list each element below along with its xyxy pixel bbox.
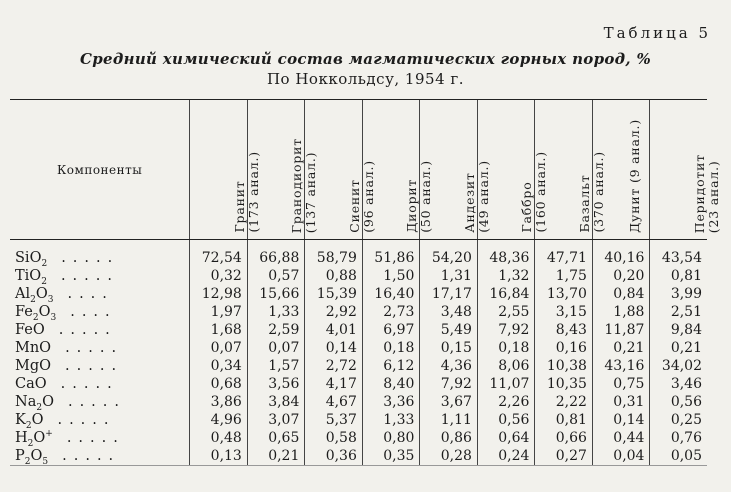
leader-dots: ..... [66, 430, 125, 446]
table-cell: 0,56 [477, 411, 535, 429]
table-row [10, 267, 707, 285]
table-row [10, 429, 707, 447]
table-cell: 16,40 [362, 285, 420, 303]
table-cell: 2,55 [477, 303, 535, 321]
table-cell: 51,86 [362, 240, 420, 268]
table-cell: 0,20 [592, 267, 650, 285]
table-cell: 0,44 [592, 429, 650, 447]
leader-dots: ..... [65, 340, 124, 356]
table-cell: 8,43 [535, 321, 593, 339]
component-name [10, 303, 190, 321]
table-cell: 1,33 [362, 411, 420, 429]
formula-part: FeO [15, 322, 45, 338]
table-cell: 5,37 [305, 411, 363, 429]
table-cell: 0,81 [535, 411, 593, 429]
header-row [10, 100, 707, 240]
formula-part: TiO [15, 268, 42, 284]
table-cell: 9,84 [650, 321, 707, 339]
formula-superscript: + [45, 429, 53, 440]
formula-part: O [35, 286, 48, 302]
table-cell: 4,17 [305, 375, 363, 393]
table-cell: 0,05 [650, 447, 707, 466]
leader-dots: ..... [60, 268, 119, 284]
column-name: Дунит (9 анал.) [627, 119, 643, 233]
formula-part: MnO [15, 340, 52, 356]
component-name [10, 285, 190, 303]
table-cell: 13,70 [535, 285, 593, 303]
table-cell: 11,07 [477, 375, 535, 393]
table-cell: 11,87 [592, 321, 650, 339]
table-cell: 0,07 [247, 339, 305, 357]
column-header [305, 100, 376, 240]
column-name: Перидотит [691, 153, 707, 233]
table-cell: 12,98 [190, 285, 248, 303]
formula-subscript: 3 [47, 294, 54, 305]
leader-dots: ..... [57, 412, 116, 428]
column-header [190, 100, 261, 240]
table-cell: 66,88 [247, 240, 305, 268]
table-cell: 0,25 [650, 411, 707, 429]
table-title: Средний химический состав магматических горных пород, % [79, 50, 652, 68]
table-cell: 7,92 [477, 321, 535, 339]
table-cell: 4,96 [190, 411, 248, 429]
table-cell: 43,16 [592, 357, 650, 375]
table-cell: 4,01 [305, 321, 363, 339]
column-name: Сиенит [346, 179, 362, 233]
table-cell: 3,48 [420, 303, 478, 321]
table-cell: 0,36 [305, 447, 363, 466]
table-cell: 6,97 [362, 321, 420, 339]
table-cell: 0,68 [190, 375, 248, 393]
formula-subscript: 2 [41, 258, 48, 269]
components-header: Компоненты [10, 100, 190, 240]
table-cell: 40,16 [592, 240, 650, 268]
formula-part: Na [15, 394, 37, 410]
column-header [247, 100, 319, 240]
formula-part: O [42, 394, 54, 410]
table-cell: 54,20 [420, 240, 478, 268]
table-cell: 43,54 [650, 240, 707, 268]
column-name: Гранодиорит [289, 137, 305, 233]
table-cell: 0,04 [592, 447, 650, 466]
column-name: Гранит [231, 180, 247, 233]
formula-subscript: 2 [41, 276, 47, 287]
formula-part: Fe [15, 304, 33, 320]
component-name [10, 321, 190, 339]
table-cell: 0,66 [535, 429, 593, 447]
table-body [10, 240, 707, 466]
column-name: Габбро [519, 181, 535, 233]
formula-part: O [31, 412, 44, 428]
formula-part: O [38, 304, 51, 320]
table-cell: 0,18 [477, 339, 535, 357]
formula-part: H [15, 430, 28, 446]
table-cell: 1,57 [247, 357, 305, 375]
component-name [10, 411, 190, 429]
component-name [10, 267, 190, 285]
table-cell: 0,24 [477, 447, 535, 466]
formula-subscript: 3 [50, 312, 57, 323]
table-cell: 3,07 [247, 411, 305, 429]
table-cell: 0,35 [362, 447, 420, 466]
table-cell: 0,34 [190, 357, 248, 375]
formula-part: CaO [15, 376, 47, 392]
component-name [10, 447, 190, 466]
table-cell: 48,36 [477, 240, 535, 268]
column-header [592, 100, 650, 240]
table-cell: 7,92 [420, 375, 478, 393]
table-cell: 4,36 [420, 357, 478, 375]
column-header [420, 100, 491, 240]
formula-part: MgO [15, 358, 52, 374]
table-cell: 6,12 [362, 357, 420, 375]
table-cell: 58,79 [305, 240, 363, 268]
table-cell: 0,81 [650, 267, 707, 285]
table-cell: 3,67 [420, 393, 478, 411]
leader-dots: .... [67, 286, 114, 302]
table-cell: 0,48 [190, 429, 248, 447]
column-analyses: (23 анал.) [705, 160, 721, 233]
table-subtitle: По Ноккольдсу, 1954 г. [266, 70, 465, 88]
formula-subscript: 2 [30, 294, 36, 305]
formula-subscript: 2 [32, 312, 39, 323]
formula-subscript: 5 [42, 456, 49, 467]
table-cell: 0,31 [592, 393, 650, 411]
table-cell: 2,26 [477, 393, 535, 411]
formula-part: Al [15, 286, 31, 302]
table-cell: 2,73 [362, 303, 420, 321]
table-cell: 3,86 [190, 393, 248, 411]
table-cell: 2,51 [650, 303, 707, 321]
column-name: Андезит [461, 172, 477, 233]
table-cell: 16,84 [477, 285, 535, 303]
table-cell: 10,35 [535, 375, 593, 393]
column-header [535, 100, 606, 240]
leader-dots: ..... [58, 322, 117, 338]
leader-dots: ..... [62, 448, 121, 464]
component-name [10, 429, 190, 447]
column-header [477, 100, 549, 240]
table-cell: 1,33 [247, 303, 305, 321]
formula-part: O [30, 448, 43, 464]
table-cell: 0,27 [535, 447, 593, 466]
table-cell: 0,57 [247, 267, 305, 285]
column-analyses: (370 анал.) [590, 151, 606, 233]
leader-dots: .... [70, 304, 117, 320]
table-cell: 0,32 [190, 267, 248, 285]
table-cell: 2,59 [247, 321, 305, 339]
table-cell: 1,68 [190, 321, 248, 339]
table-cell: 15,39 [305, 285, 363, 303]
component-name [10, 375, 190, 393]
table-cell: 0,58 [305, 429, 363, 447]
composition-table [10, 99, 721, 467]
table-row [10, 240, 707, 268]
table-cell: 0,64 [477, 429, 535, 447]
table-cell: 47,71 [535, 240, 593, 268]
table-cell: 0,76 [650, 429, 707, 447]
table-row [10, 303, 707, 321]
table-cell: 1,32 [477, 267, 535, 285]
component-name [10, 357, 190, 375]
table-cell: 0,86 [420, 429, 478, 447]
table-row [10, 411, 707, 429]
table-cell: 0,21 [247, 447, 305, 466]
column-header [362, 100, 434, 240]
formula-part: SiO [15, 250, 42, 266]
table-cell: 1,50 [362, 267, 420, 285]
column-analyses: (160 анал.) [533, 151, 549, 233]
table-cell: 0,15 [420, 339, 478, 357]
table-cell: 72,54 [190, 240, 248, 268]
table-cell: 0,16 [535, 339, 593, 357]
table-cell: 0,80 [362, 429, 420, 447]
formula-part: P [15, 448, 25, 464]
table-cell: 0,88 [305, 267, 363, 285]
leader-dots: ..... [61, 250, 120, 266]
column-name: Диорит [404, 178, 420, 233]
table-cell: 0,75 [592, 375, 650, 393]
column-header [650, 100, 721, 240]
table-row [10, 285, 707, 303]
table-cell: 0,56 [650, 393, 707, 411]
component-name [10, 393, 190, 411]
table-cell: 1,88 [592, 303, 650, 321]
component-name [10, 339, 190, 357]
table-cell: 17,17 [420, 285, 478, 303]
table-cell: 0,07 [190, 339, 248, 357]
table-cell: 8,06 [477, 357, 535, 375]
table-cell: 4,67 [305, 393, 363, 411]
table-cell: 0,84 [592, 285, 650, 303]
table-cell: 2,92 [305, 303, 363, 321]
table-cell: 3,36 [362, 393, 420, 411]
table-cell: 10,38 [535, 357, 593, 375]
formula-subscript: 2 [24, 456, 31, 467]
table-cell: 0,65 [247, 429, 305, 447]
table-cell: 0,28 [420, 447, 478, 466]
table-cell: 34,02 [650, 357, 707, 375]
column-analyses: (96 анал.) [360, 160, 376, 233]
table-row [10, 375, 707, 393]
table-cell: 0,21 [650, 339, 707, 357]
formula-subscript: 2 [36, 402, 43, 413]
formula-subscript: 2 [25, 420, 32, 431]
table-row [10, 393, 707, 411]
table-cell: 0,21 [592, 339, 650, 357]
table-row [10, 447, 707, 466]
column-analyses: (49 анал.) [475, 160, 491, 233]
table-row [10, 339, 707, 357]
table-cell: 1,97 [190, 303, 248, 321]
table-cell: 8,40 [362, 375, 420, 393]
formula-part: K [15, 412, 26, 428]
table-cell: 1,31 [420, 267, 478, 285]
table-cell: 1,75 [535, 267, 593, 285]
leader-dots: ..... [65, 358, 124, 374]
column-analyses: (173 анал.) [245, 151, 261, 233]
leader-dots: ..... [67, 394, 127, 410]
leader-dots: ..... [60, 376, 119, 392]
component-name [10, 240, 190, 268]
column-name: Базальт [576, 174, 592, 233]
table-cell: 0,18 [362, 339, 420, 357]
table-row [10, 321, 707, 339]
table-cell: 5,49 [420, 321, 478, 339]
column-analyses: (50 анал.) [418, 160, 434, 233]
table-cell: 3,99 [650, 285, 707, 303]
table-cell: 3,84 [247, 393, 305, 411]
table-row [10, 357, 707, 375]
table-cell: 0,14 [305, 339, 363, 357]
table-number-label: Таблица 5 [603, 24, 711, 42]
table-cell: 0,13 [190, 447, 248, 466]
formula-subscript: 2 [27, 438, 34, 449]
table-cell: 1,11 [420, 411, 478, 429]
table-cell: 2,22 [535, 393, 593, 411]
table-cell: 3,56 [247, 375, 305, 393]
table-cell: 3,46 [650, 375, 707, 393]
table-cell: 0,14 [592, 411, 650, 429]
table-cell: 3,15 [535, 303, 593, 321]
table-cell: 15,66 [247, 285, 305, 303]
table-cell: 2,72 [305, 357, 363, 375]
formula-part: O [33, 430, 46, 446]
column-analyses: (137 анал.) [303, 151, 319, 233]
